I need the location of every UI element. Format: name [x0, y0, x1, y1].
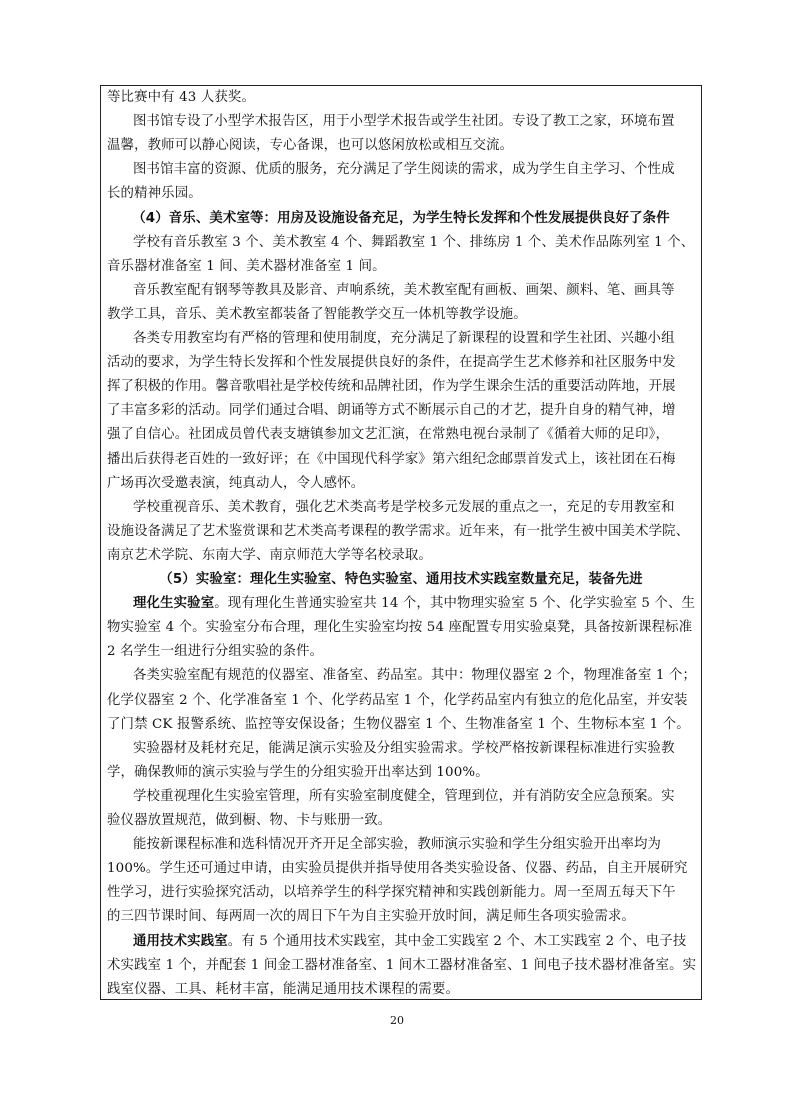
text-line: 学，确保教师的演示实验与学生的分组实验开出率达到 100%。	[107, 764, 489, 780]
text-line: 学校重视理化生实验室管理，所有实验室制度健全，管理到位，并有消防安全应急预案。实	[133, 788, 675, 804]
text-line	[133, 592, 697, 616]
text-line: 2 名学生一组进行分组实验的条件。	[107, 644, 324, 660]
text-line: 验仪器放置规范，做到橱、物、卡与账册一致。	[107, 813, 392, 828]
text-line: 化学仪器室 2 个、化学准备室 1 个、化学药品室 1 个，化学药品室内有独立的危化品室，并安装	[107, 692, 688, 708]
text-line: 学校重视音乐、美术教育，强化艺术类高考是学校多元发展的重点之一，充足的专用教室和	[133, 499, 675, 515]
text-line: 广场再次受邀表演，纯真动人，令人感怀。	[107, 475, 365, 491]
text-line: 温馨，教师可以静心阅读，专心备课，也可以悠闲放松或相互交流。	[107, 138, 514, 154]
text-line: 图书馆专设了小型学术报告区，用于小型学术报告或学生社团。专设了教工之家，环境布置	[133, 114, 675, 130]
text-line: 了丰富多彩的活动。同学们通过合唱、朗诵等方式不断展示自己的才艺，提升自身的精气神，增	[107, 403, 676, 419]
text-line: 音乐教室配有钢琴等教具及影音、声响系统，美术教室配有画板、画架、颜料、笔、画具等	[133, 282, 675, 298]
text-line: 播出后获得老百姓的一致好评；在《中国现代科学家》第六组纪念邮票首发式上，该社团在石梅	[107, 451, 676, 467]
text-line: 长的精神乐园。	[107, 186, 202, 202]
text-line: 践室仪器、工具、耗材丰富，能满足通用技术课程的需要。	[107, 981, 460, 997]
text-line: 物实验室 4 个。实验室分布合理，理化生实验室均按 54 座配置专用实验桌凳，具备按新课程标准	[107, 620, 693, 636]
text-line: 术实践室 1 个，并配套 1 间金工器材准备室、1 间木工器材准备室、1 间电子技术器材准备室。实	[107, 957, 697, 973]
text-line: 南京艺术学院、东南大学、南京师范大学等名校录取。	[107, 547, 432, 563]
text-line: 挥了积极的作用。馨音歌唱社是学校传统和品牌社团，作为学生课余生活的重要活动阵地，开展	[107, 379, 676, 395]
text-line: 各类专用教室均有严格的管理和使用制度，充分满足了新课程的设置和学生社团、兴趣小组	[133, 331, 675, 346]
text-line: 100%。学生还可通过申请，由实验员提供并指导使用各类实验设备、仪器、药品，自主开展研究	[107, 861, 688, 877]
page-number: 20	[390, 1014, 404, 1027]
text-line: 设施设备满足了艺术鉴赏课和艺术类高考课程的教学需求。近年来，有一批学生被中国美术学院、	[107, 523, 690, 539]
section-heading: （4）音乐、美术室等：用房及设施设备充足，为学生特长发挥和个性发展提供良好了条件	[132, 210, 670, 226]
text-line: 图书馆丰富的资源、优质的服务，充分满足了学生阅读的需求，成为学生自主学习、个性成	[133, 162, 675, 178]
text-line: 性学习，进行实验探究活动，以培养学生的科学探究精神和实践创新能力。周一至周五每天下午	[107, 885, 676, 901]
text-line: 强了自信心。社团成员曾代表支塘镇参加文艺汇演，在常熟电视台录制了《循着大师的足印》，	[107, 427, 670, 443]
text-line: 活动的要求，为学生特长发挥和个性发展提供良好的条件，在提高学生艺术修养和社区服务中发	[107, 355, 676, 371]
text-line: 的三四节课时间、每两周一次的周日下午为自主实验开放时间，满足师生各项实验需求。	[107, 909, 636, 925]
line-text: 。现有理化生普通实验室共 14 个，其中物理实验室 5 个、化学实验室 5 个、生	[214, 596, 696, 612]
line-text: 。有 5 个通用技术实践室，其中金工实践室 2 个、木工实践室 2 个、电子技	[227, 933, 687, 949]
text-line: 各类实验室配有规范的仪器室、准备室、药品室。其中：物理仪器室 2 个，物理准备室 1 个；	[133, 668, 697, 684]
text-line: 音乐器材准备室 1 间、美术器材准备室 1 间。	[107, 258, 386, 274]
text-line: 等比赛中有 43 人获奖。	[107, 90, 256, 105]
text-line: 了门禁 CK 报警系统、监控等安保设备；生物仪器室 1 个、生物准备室 1 个、生物标本室 1 个。	[107, 716, 690, 732]
text-line: 实验器材及耗材充足，能满足演示实验及分组实验需求。学校严格按新课程标准进行实验教	[133, 740, 675, 756]
section-heading: （5）实验室：理化生实验室、特色实验室、通用技术实践室数量充足，装备先进	[159, 572, 643, 587]
inline-bold-term: 通用技术实践室	[133, 933, 228, 949]
text-line	[133, 930, 697, 954]
text-line: 教学工具，音乐、美术教室都装备了智能教学交互一体机等教学设施。	[107, 306, 527, 322]
inline-bold-term: 理化生实验室	[133, 596, 215, 612]
text-line: 学校有音乐教室 3 个、美术教室 4 个、舞蹈教室 1 个、排练房 1 个、美术作品陈列室 1 个、	[133, 234, 695, 250]
text-line: 能按新课程标准和选科情况开齐开足全部实验，教师演示实验和学生分组实验开出率均为	[133, 837, 662, 853]
